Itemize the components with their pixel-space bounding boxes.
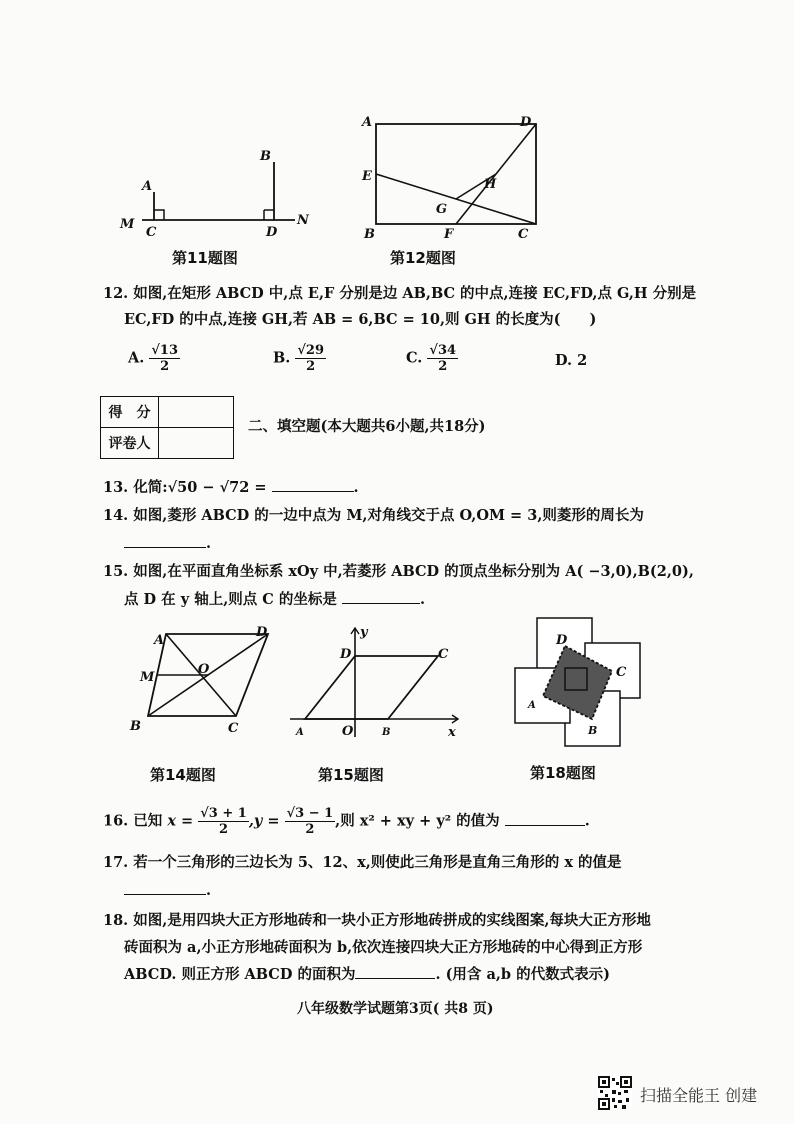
score-table <box>100 396 234 459</box>
q14: 14. 如图,菱形 ABCD 的一边中点为 M,对角线交于点 O,OM = 3,则菱形的周长为 <box>103 507 644 524</box>
fig14-caption: 第14题图 <box>150 766 216 784</box>
section-2-title: 二、填空题(本大题共6小题,共18分) <box>248 418 486 435</box>
score-label: 得 分 <box>101 397 159 428</box>
label-O: O <box>342 724 354 739</box>
label-G: G <box>436 202 448 217</box>
fig12-caption: 第12题图 <box>390 249 456 267</box>
q12-line2: EC,FD 的中点,连接 GH,若 AB = 6,BC = 10,则 GH 的长度为( ) <box>124 311 597 328</box>
fig11-caption: 第11题图 <box>172 249 238 267</box>
q14-answer: . <box>124 533 211 555</box>
q13: 13. 化简:√50 − √72 = . <box>103 479 359 496</box>
label-O: O <box>198 662 210 677</box>
label-D: D <box>256 625 268 640</box>
q12-option-c: C. $\frac{√34}{2}$ <box>406 343 457 374</box>
label-C: C <box>616 665 627 680</box>
label-D: D <box>556 633 568 648</box>
page-footer: 八年级数学试题第3页( 共8 页) <box>297 1001 494 1017</box>
label-C: C <box>146 225 157 240</box>
q12-option-d: D. 2 <box>555 352 588 369</box>
q17-answer: . <box>124 880 211 902</box>
figure-15 <box>290 622 465 742</box>
grader-label: 评卷人 <box>101 428 159 459</box>
label-B: B <box>260 149 271 164</box>
label-A: A <box>296 727 304 738</box>
watermark-text: 扫描全能王 创建 <box>640 1086 758 1105</box>
figure-12 <box>358 112 548 242</box>
label-B: B <box>382 727 391 738</box>
q18-line3: ABCD. 则正方形 ABCD 的面积为 . (用含 a,b 的代数式表示) <box>124 966 610 983</box>
q15-line2: 点 D 在 y 轴上,则点 C 的坐标是 . <box>124 591 426 608</box>
label-N: N <box>297 213 309 228</box>
q18-line2: 砖面积为 a,小正方形地砖面积为 b,依次连接四块大正方形地砖的中心得到正方形 <box>124 939 643 956</box>
label-C: C <box>438 647 449 662</box>
q17: 17. 若一个三角形的三边长为 5、12、x,则使此三角形是直角三角形的 x 的值是 <box>103 854 622 871</box>
fig15-caption: 第15题图 <box>318 766 384 784</box>
label-B: B <box>588 724 598 737</box>
label-y: y <box>360 625 368 640</box>
label-C: C <box>228 721 239 736</box>
label-H: H <box>484 177 497 192</box>
q18-line1: 18. 如图,是用四块大正方形地砖和一块小正方形地砖拼成的实线图案,每块大正方形地 <box>103 912 651 929</box>
label-C: C <box>518 227 529 242</box>
figure-14 <box>128 624 278 744</box>
q15-line1: 15. 如图,在平面直角坐标系 xOy 中,若菱形 ABCD 的顶点坐标分别为 A( −3,0),B(2,0), <box>103 563 694 580</box>
label-D: D <box>520 115 532 130</box>
q12-line1: 12. 如图,在矩形 ABCD 中,点 E,F 分别是边 AB,BC 的中点,连接 EC,FD,点 G,H 分别是 <box>103 285 697 302</box>
label-B: B <box>130 719 141 734</box>
q12-option-a: A. $\frac{√13}{2}$ <box>128 343 179 374</box>
label-A: A <box>142 179 153 194</box>
figure-18 <box>510 618 650 753</box>
label-A: A <box>362 115 373 130</box>
label-D: D <box>266 225 278 240</box>
label-M: M <box>140 670 155 685</box>
label-E: E <box>362 169 372 184</box>
fig18-caption: 第18题图 <box>530 764 596 782</box>
label-M: M <box>120 217 135 232</box>
qr-code-icon <box>598 1076 632 1110</box>
label-B: B <box>364 227 375 242</box>
label-A: A <box>528 700 536 711</box>
label-F: F <box>444 227 454 242</box>
q16: 16. 已知 x = $\frac{√3 + 1}{2}$ ,y = $\frac{√3 - 1}{2}$ ,则 x² + xy + y² 的值为 . <box>103 806 590 837</box>
label-A: A <box>154 633 165 648</box>
label-D: D <box>340 647 352 662</box>
figure-11 <box>112 140 312 240</box>
label-x: x <box>448 725 456 740</box>
q12-option-b: B. $\frac{√29}{2}$ <box>273 343 325 374</box>
